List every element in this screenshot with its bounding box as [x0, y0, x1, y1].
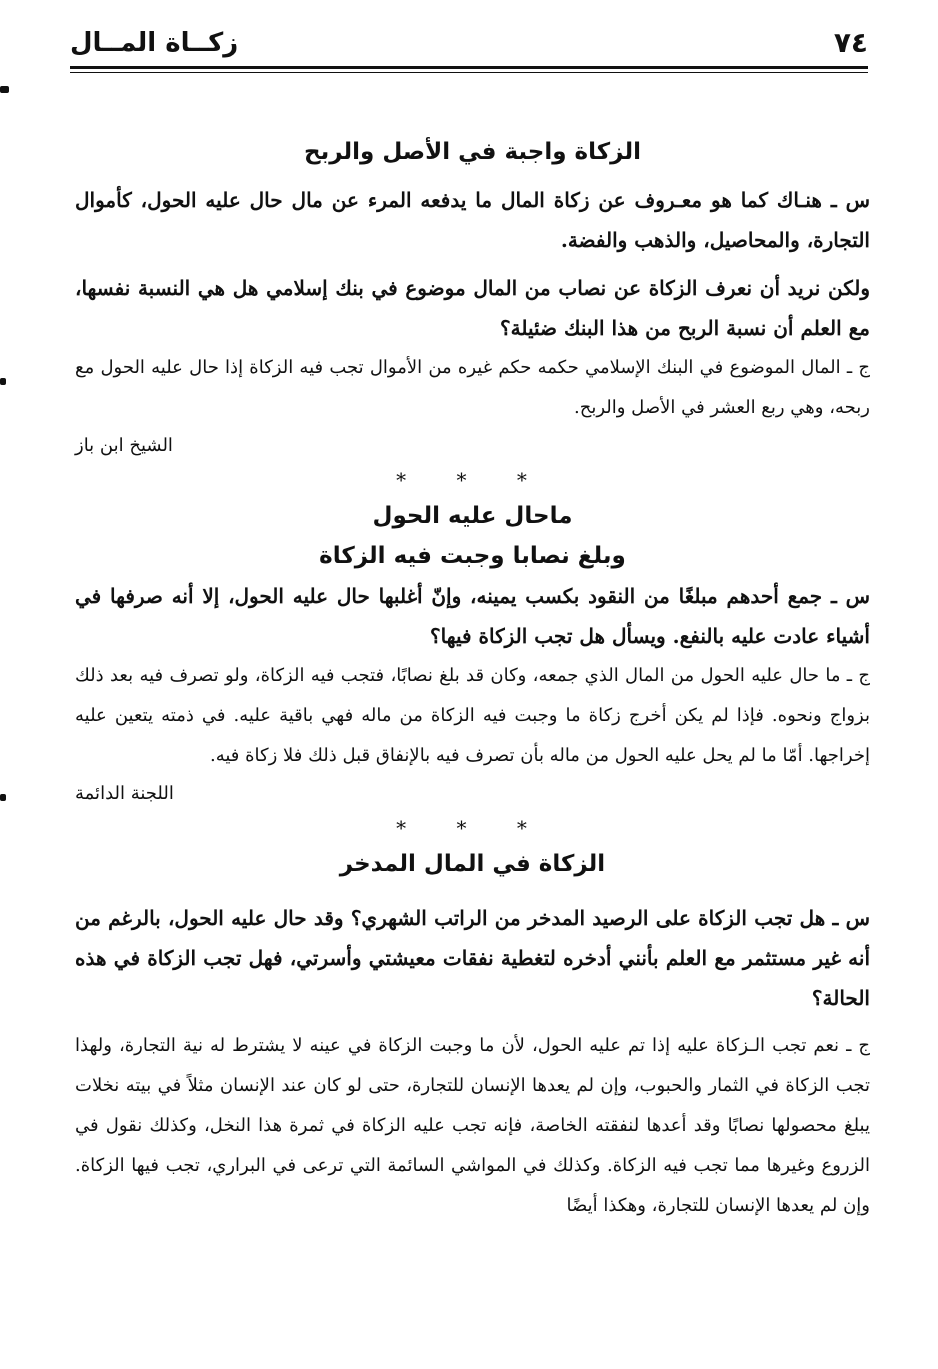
source-attribution: اللجنة الدائمة	[75, 783, 174, 804]
section-heading: وبلغ نصابا وجبت فيه الزكاة	[319, 543, 626, 569]
margin-mark	[0, 378, 6, 385]
margin-mark	[0, 86, 9, 93]
page-header	[70, 26, 868, 66]
section-heading: الزكاة واجبة في الأصل والربح	[304, 139, 641, 165]
section-heading: الزكاة في المال المدخر	[339, 851, 606, 877]
page-number: ٧٤	[833, 26, 868, 59]
header-rule-thick	[70, 66, 868, 69]
section-separator: * * *	[396, 816, 549, 840]
answer-paragraph: ج ـ ما حال عليه الحول من المال الذي جمعه، وكان قد بلغ نصابًا، فتجب فيه الزكاة، ولو تصرف فيه بعد ذلك بزواج ونحوه. فإذا لم يكن أخرج زكاة ما وجبت فيه الزكاة من ماله فهي باقية عليه. في ذمته يتعين عليه إخراجها. أمّا ما لم يحل عليه الحول من ماله بأن تصرف فيه بالإنفاق قبل ذلك فلا زكاة فيه.	[75, 665, 870, 766]
question-paragraph: ولكن نريد أن نعرف الزكاة عن نصاب من المال موضوع في بنك إسلامي هل هي النسبة نفسها، مع العلم أن نسبة الربح من هذا البنك ضئيلة؟	[75, 276, 870, 340]
section-separator: * * *	[396, 468, 549, 492]
page-body	[75, 132, 870, 1226]
section-heading: ماحال عليه الحول	[372, 503, 573, 529]
header-rule-thin	[70, 72, 868, 73]
source-attribution: الشيخ ابن باز	[75, 435, 173, 456]
question-paragraph: س ـ جمع أحدهم مبلغًا من النقود بكسب يمينه، وإنّ أغلبها حال عليه الحول، إلا أنه صرفها في أشياء عادت عليه بالنفع. ويسأل هل تجب الزكاة فيها؟	[75, 584, 870, 648]
margin-mark	[0, 794, 6, 801]
running-title: زكــاة المــال	[70, 28, 239, 58]
answer-paragraph: ج ـ المال الموضوع في البنك الإسلامي حكمه حكم غيره من الأموال تجب فيه الزكاة إذا حال عليه الحول مع ربحه، وهي ربع العشر في الأصل والربح.	[75, 357, 870, 418]
question-paragraph: س ـ هنـاك كما هو معـروف عن زكاة المال ما يدفعه المرء عن مال حال عليه الحول، كأموال التجارة، والمحاصيل، والذهب والفضة.	[75, 188, 870, 252]
answer-paragraph: ج ـ نعم تجب الـزكاة عليه إذا تم عليه الحول، لأن ما وجبت الزكاة في عينه لا يشترط له نية التجارة، ولهذا تجب الزكاة في الثمار والحبوب، وإن لم يعدها الإنسان للتجارة، حتى لو كان عند الإنسان مثلاً في بيته نخلات يبلغ محصولها نصابًا وقد أعدها لنفقته الخاصة، فإنه تجب عليه الزكاة في ثمرة هذا النخل، وكذلك نقول في الزروع وغيرها مما تجب فيه الزكاة. وكذلك في المواشي السائمة التي ترعى في البراري، تجب فيها الزكاة. وإن لم يعدها الإنسان للتجارة، وهكذا أيضًا	[75, 1035, 870, 1216]
question-paragraph: س ـ هل تجب الزكاة على الرصيد المدخر من الراتب الشهري؟ وقد حال عليه الحول، بالرغم من أنه غير مستثمر مع العلم بأنني أدخره لتغطية نفقات معيشتي وأسرتي، فهل تجب الزكاة في هذه الحالة؟	[75, 906, 870, 1010]
